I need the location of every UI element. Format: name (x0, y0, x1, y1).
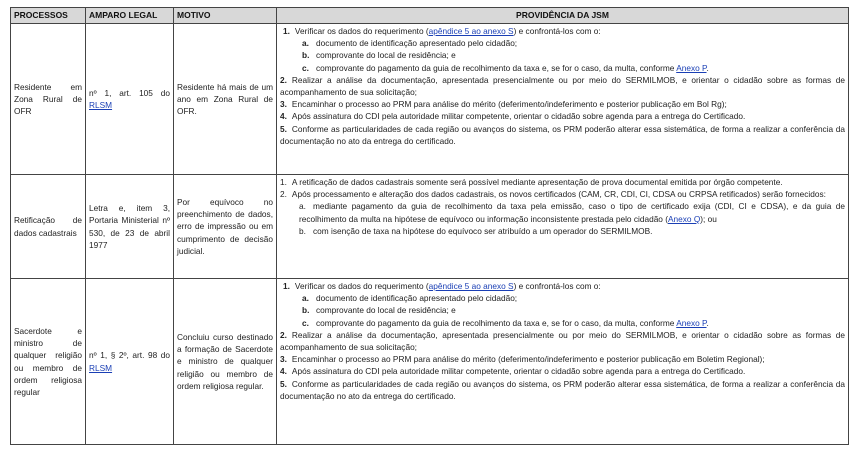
step-4: 4. Após assinatura do CDI pela autoridade militar competente, orientar o cidadão sobre agenda para a entrega do Certificado. (280, 111, 746, 122)
amparo-cell: Letra e, item 3, Portaria Ministerial nº 530, de 23 de abril 1977 (86, 175, 174, 279)
step-1a: a. documento de identificação apresentado pelo cidadão; (302, 38, 518, 49)
step-4: 4. Após assinatura do CDI pela autoridade militar competente, orientar o cidadão sobre agenda para a entrega do Certificado. (280, 366, 746, 377)
apendice-link[interactable]: apêndice 5 ao anexo S (428, 281, 514, 291)
step-2: 2. Realizar a análise da documentação, apresentada presencialmente ou por meio do SERMILMOB, e orientar o cidadão sobre as formas de acompanhamento de sua solicitação; (280, 329, 845, 353)
header-processos: PROCESSOS (11, 8, 86, 24)
rlsm-link[interactable]: RLSM (89, 362, 113, 373)
step-2: 2. Após processamento e alteração dos dados cadastrais, os novos certificados (CAM, CR, CDI, CI, CDSA ou CRPSA retificados) serão fornecidos: (280, 189, 826, 200)
step-5: 5. Conforme as particularidades de cada região ou avanços do sistema, os PRM poderão alterar essa sistemática, de forma a realizar a conferência da documentação no ato da entrega do certificado. (280, 378, 845, 401)
table-row-retificacao (11, 175, 849, 279)
table-row-residente (11, 24, 849, 175)
step-1: 1. A retificação de dados cadastrais somente será possível mediante apresentação de prova documental emitida por órgão competente. (280, 177, 783, 187)
step-1b: b. comprovante do local de residência; e (302, 305, 456, 316)
anexo-p-link[interactable]: Anexo P (676, 317, 707, 328)
step-1c: c. comprovante do pagamento da guia de recolhimento da taxa e, se for o caso, da multa, conforme Anexo P. (302, 62, 709, 73)
processo-cell: Residente em Zona Rural de OFR (11, 24, 86, 175)
amparo-cell (86, 24, 174, 175)
processo-cell: Retificação de dados cadastrais (11, 175, 86, 279)
motivo-cell: Por equívoco no preenchimento de dados, erro de impressão ou em cumprimento de decisão judicial. (174, 175, 277, 279)
step-2a: a. mediante pagamento da guia de recolhimento da taxa pela emissão, caso o tipo de certificado exija (CDI, CI e CDSA), e da guia de recolhimento da multa na hipótese de equívoco ou informação inconsistente prestada pelo cidadão (Anexo Q); ou (299, 201, 845, 224)
header-amparo-legal: AMPARO LEGAL (86, 8, 174, 24)
header-providencia: PROVIDÊNCIA DA JSM (277, 8, 849, 24)
motivo-cell: Residente há mais de um ano em Zona Rural de OFR. (174, 24, 277, 175)
rlsm-link[interactable]: RLSM (89, 100, 113, 110)
jsm-procedures-table (10, 7, 849, 445)
providencia-cell (277, 175, 849, 279)
amparo-text: nº 1, art. 105 do (89, 87, 170, 98)
apendice-link[interactable]: apêndice 5 ao anexo S (428, 26, 514, 36)
step-1b: b. comprovante do local de residência; e (302, 50, 456, 61)
step-1c: c. comprovante do pagamento da guia de recolhimento da taxa e, se for o caso, da multa, conforme Anexo P. (302, 317, 709, 328)
processo-cell: Sacerdote e ministro de qualquer religião ou membro de ordem religiosa regular (11, 279, 86, 445)
step-2b: b. com isenção de taxa na hipótese do equívoco ser atribuído a um operador do SERMILMOB. (299, 225, 653, 236)
step-1: 1. Verificar os dados do requerimento (apêndice 5 ao anexo S) e confrontá-los com o: (283, 26, 601, 36)
step-1: 1. Verificar os dados do requerimento (apêndice 5 ao anexo S) e confrontá-los com o: (283, 281, 601, 291)
step-2: 2. Realizar a análise da documentação, apresentada presencialmente ou por meio do SERMILMOB, e orientar o cidadão sobre as formas de acompanhamento de sua solicitação; (280, 74, 845, 98)
anexo-p-link[interactable]: Anexo P (676, 62, 707, 73)
providencia-cell (277, 279, 849, 445)
amparo-text: nº 1, § 2º, art. 98 do (89, 350, 170, 361)
amparo-cell (86, 279, 174, 445)
step-1a: a. documento de identificação apresentado pelo cidadão; (302, 293, 518, 304)
step-3: 3. Encaminhar o processo ao PRM para análise do mérito (deferimento/indeferimento e posterior publicação em Bol Rg); (280, 99, 727, 110)
motivo-cell: Concluiu curso destinado a formação de Sacerdote e ministro de qualquer religião ou membro de ordem religiosa regular. (174, 279, 277, 445)
providencia-cell (277, 24, 849, 175)
header-motivo: MOTIVO (174, 8, 277, 24)
anexo-q-link[interactable]: Anexo Q (668, 213, 701, 224)
header-row (11, 8, 849, 24)
table-row-sacerdote (11, 279, 849, 445)
step-3: 3. Encaminhar o processo ao PRM para análise do mérito (deferimento/indeferimento e posterior publicação em Boletim Regional); (280, 354, 765, 365)
step-5: 5. Conforme as particularidades de cada região ou avanços do sistema, os PRM poderão alterar essa sistemática, de forma a realizar a conferência da documentação no ato da entrega do certificado. (280, 123, 845, 146)
